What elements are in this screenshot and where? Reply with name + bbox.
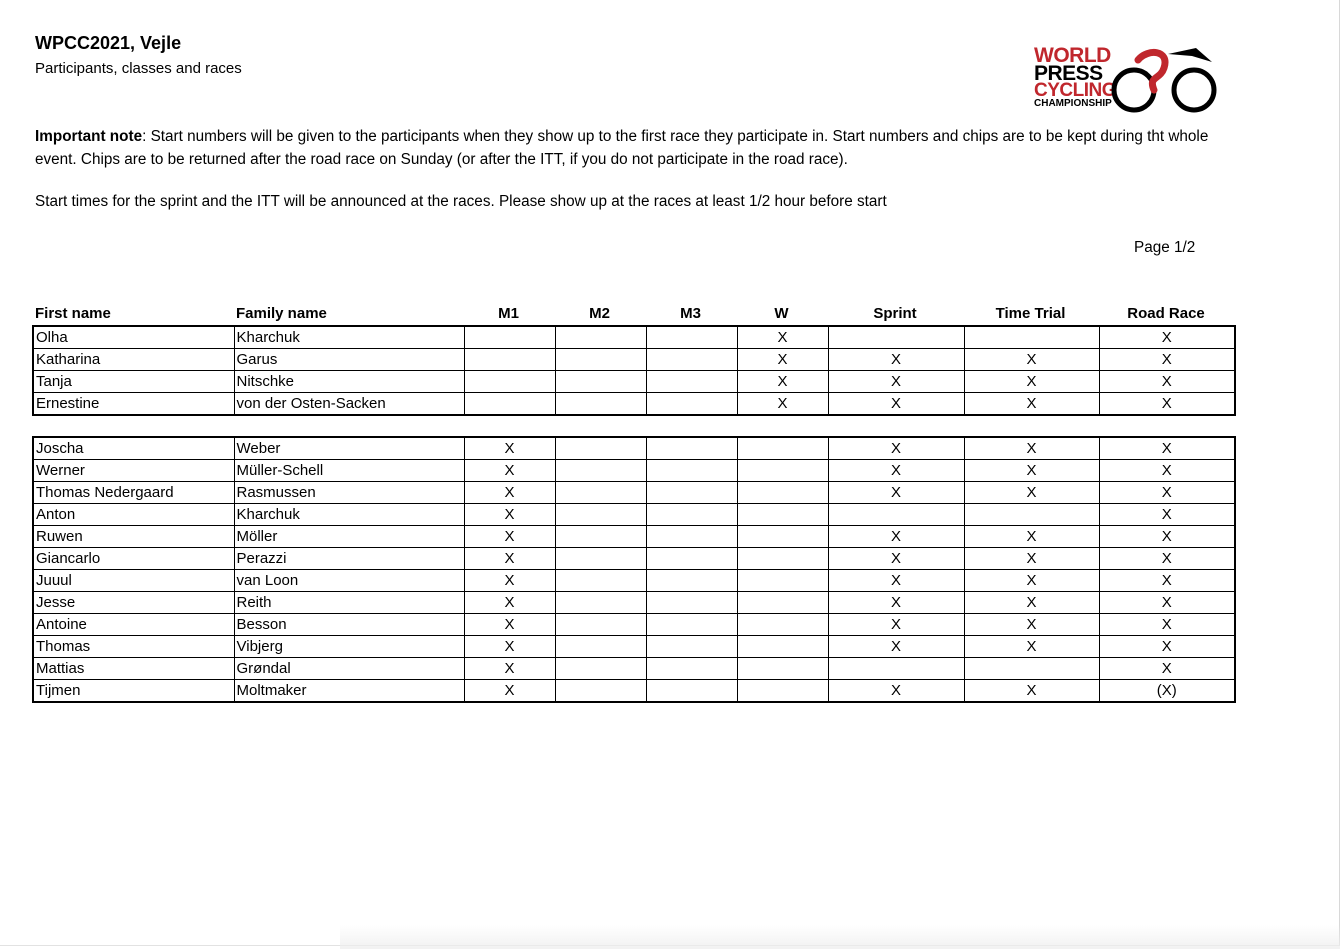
col-header-time-trial: Time Trial	[995, 305, 1066, 322]
cell-first-name: Anton	[33, 504, 234, 526]
cell-m3	[646, 504, 737, 526]
cell-family-name: Nitschke	[234, 371, 464, 393]
start-times-note: Start times for the sprint and the ITT will be announced at the races. Please show up at the races at least 1/2 hour before start	[35, 193, 887, 210]
cell-time-trial: X	[964, 526, 1099, 548]
cell-m1: X	[464, 592, 555, 614]
cell-m1	[464, 393, 555, 416]
cell-first-name: Antoine	[33, 614, 234, 636]
cell-m2	[555, 393, 646, 416]
cell-sprint: X	[828, 592, 964, 614]
cell-w: X	[737, 393, 828, 416]
cell-first-name: Olha	[33, 326, 234, 349]
cell-family-name: Besson	[234, 614, 464, 636]
cell-time-trial	[964, 326, 1099, 349]
cell-time-trial	[964, 504, 1099, 526]
cell-time-trial: X	[964, 371, 1099, 393]
table-row	[33, 437, 1235, 460]
cell-w	[737, 460, 828, 482]
cell-road-race: X	[1099, 614, 1235, 636]
cell-m3	[646, 636, 737, 658]
cell-m3	[646, 482, 737, 504]
cell-family-name: Moltmaker	[234, 680, 464, 703]
cell-family-name: Weber	[234, 437, 464, 460]
cell-m2	[555, 614, 646, 636]
logo-line-press: PRESS	[1034, 62, 1103, 85]
cell-time-trial: X	[964, 548, 1099, 570]
col-header-w: W	[774, 305, 789, 322]
cell-first-name: Thomas Nedergaard	[33, 482, 234, 504]
cell-m1: X	[464, 504, 555, 526]
cell-family-name: Möller	[234, 526, 464, 548]
cell-first-name: Ruwen	[33, 526, 234, 548]
cell-family-name: Rasmussen	[234, 482, 464, 504]
cell-road-race: X	[1099, 570, 1235, 592]
logo-line-world: WORLD	[1034, 44, 1111, 67]
cell-m1: X	[464, 548, 555, 570]
cell-road-race: X	[1099, 658, 1235, 680]
col-header-family-name: Family name	[236, 305, 327, 322]
cell-sprint: X	[828, 482, 964, 504]
table-row	[33, 504, 1235, 526]
col-header-sprint: Sprint	[873, 305, 917, 322]
cell-m1: X	[464, 636, 555, 658]
cell-m1: X	[464, 482, 555, 504]
cell-w	[737, 680, 828, 703]
cell-family-name: Kharchuk	[234, 504, 464, 526]
cell-family-name: Garus	[234, 349, 464, 371]
table-row	[33, 570, 1235, 592]
important-note-text: : Start numbers will be given to the participants when they show up to the first race they participate in. Start numbers and chips are to be kept during tht whole event. Chips are to be returned after the road race on Sunday (or after the ITT, if you do not participate in the road race).	[35, 128, 1209, 168]
table-row	[33, 460, 1235, 482]
cell-w: X	[737, 349, 828, 371]
cell-road-race: X	[1099, 482, 1235, 504]
cell-m3	[646, 437, 737, 460]
cell-time-trial: X	[964, 680, 1099, 703]
cell-time-trial: X	[964, 614, 1099, 636]
important-note	[35, 125, 1235, 171]
cell-w	[737, 614, 828, 636]
cell-m1: X	[464, 614, 555, 636]
cell-road-race: X	[1099, 504, 1235, 526]
cell-first-name: Ernestine	[33, 393, 234, 416]
logo-line-cycling: CYCLING	[1034, 80, 1116, 101]
page-title: WPCC2021, Vejle	[35, 33, 182, 53]
cell-first-name: Mattias	[33, 658, 234, 680]
cell-sprint: X	[828, 437, 964, 460]
cell-sprint: X	[828, 371, 964, 393]
cell-m2	[555, 371, 646, 393]
cell-time-trial: X	[964, 349, 1099, 371]
cell-m1: X	[464, 460, 555, 482]
cell-road-race: X	[1099, 526, 1235, 548]
important-note-label: Important note	[35, 128, 143, 145]
cell-sprint	[828, 326, 964, 349]
cell-first-name: Katharina	[33, 349, 234, 371]
cell-sprint: X	[828, 636, 964, 658]
cell-m2	[555, 592, 646, 614]
cell-sprint: X	[828, 349, 964, 371]
cell-w	[737, 592, 828, 614]
table-row	[33, 371, 1235, 393]
table-row	[33, 592, 1235, 614]
table-row	[33, 326, 1235, 349]
table-row	[33, 636, 1235, 658]
cell-sprint	[828, 504, 964, 526]
cell-road-race: X	[1099, 460, 1235, 482]
logo-line-championship: CHAMPIONSHIP	[1034, 98, 1112, 109]
cell-family-name: Reith	[234, 592, 464, 614]
cell-road-race: (X)	[1099, 680, 1235, 703]
table-row	[33, 658, 1235, 680]
cell-m3	[646, 614, 737, 636]
cell-w	[737, 526, 828, 548]
cell-road-race: X	[1099, 326, 1235, 349]
men-table	[32, 436, 1236, 703]
wpcc-logo	[1030, 42, 1220, 114]
cell-first-name: Giancarlo	[33, 548, 234, 570]
cell-road-race: X	[1099, 371, 1235, 393]
cell-sprint	[828, 658, 964, 680]
cell-w	[737, 437, 828, 460]
cell-sprint: X	[828, 570, 964, 592]
table-row	[33, 680, 1235, 703]
cell-m2	[555, 460, 646, 482]
cell-m2	[555, 636, 646, 658]
cell-m3	[646, 570, 737, 592]
cell-w	[737, 658, 828, 680]
cell-first-name: Jesse	[33, 592, 234, 614]
cell-m1: X	[464, 526, 555, 548]
cell-m1	[464, 349, 555, 371]
cell-m2	[555, 349, 646, 371]
cell-time-trial: X	[964, 460, 1099, 482]
cell-sprint: X	[828, 460, 964, 482]
table-row	[33, 349, 1235, 371]
cell-first-name: Tanja	[33, 371, 234, 393]
table-row	[33, 614, 1235, 636]
cell-m3	[646, 592, 737, 614]
women-table	[32, 325, 1236, 416]
cell-first-name: Tijmen	[33, 680, 234, 703]
cell-w	[737, 548, 828, 570]
cell-m2	[555, 526, 646, 548]
cell-m1	[464, 371, 555, 393]
cell-m1: X	[464, 680, 555, 703]
cell-m3	[646, 680, 737, 703]
table-row	[33, 526, 1235, 548]
table-row	[33, 393, 1235, 416]
cell-m3	[646, 526, 737, 548]
cell-w	[737, 570, 828, 592]
cell-m1: X	[464, 570, 555, 592]
cell-first-name: Thomas	[33, 636, 234, 658]
col-header-road-race: Road Race	[1127, 305, 1205, 322]
cell-sprint: X	[828, 393, 964, 416]
cell-w	[737, 504, 828, 526]
cell-m2	[555, 680, 646, 703]
cell-m2	[555, 570, 646, 592]
cell-first-name: Joscha	[33, 437, 234, 460]
cell-sprint: X	[828, 614, 964, 636]
cell-w	[737, 636, 828, 658]
cell-first-name: Juuul	[33, 570, 234, 592]
cell-m1: X	[464, 437, 555, 460]
cell-m1: X	[464, 658, 555, 680]
cell-time-trial: X	[964, 482, 1099, 504]
col-header-m1: M1	[498, 305, 519, 322]
page-number: Page 1/2	[1134, 239, 1196, 256]
cell-m3	[646, 393, 737, 416]
cell-m3	[646, 371, 737, 393]
cell-m2	[555, 658, 646, 680]
cell-family-name: Müller-Schell	[234, 460, 464, 482]
cell-m3	[646, 349, 737, 371]
cell-m3	[646, 326, 737, 349]
cell-time-trial: X	[964, 437, 1099, 460]
cell-road-race: X	[1099, 437, 1235, 460]
cell-time-trial: X	[964, 570, 1099, 592]
cell-road-race: X	[1099, 393, 1235, 416]
cell-road-race: X	[1099, 548, 1235, 570]
cell-time-trial: X	[964, 636, 1099, 658]
cell-m2	[555, 548, 646, 570]
bicycle-logo-icon	[1108, 46, 1218, 114]
page-shadow	[340, 925, 1340, 949]
cell-sprint: X	[828, 680, 964, 703]
col-header-first-name: First name	[35, 305, 111, 322]
cell-m3	[646, 658, 737, 680]
cell-w: X	[737, 326, 828, 349]
cell-first-name: Werner	[33, 460, 234, 482]
cell-time-trial: X	[964, 393, 1099, 416]
cell-family-name: Grøndal	[234, 658, 464, 680]
cell-family-name: van Loon	[234, 570, 464, 592]
cell-time-trial: X	[964, 592, 1099, 614]
cell-sprint: X	[828, 548, 964, 570]
cell-road-race: X	[1099, 349, 1235, 371]
cell-time-trial	[964, 658, 1099, 680]
cell-family-name: von der Osten-Sacken	[234, 393, 464, 416]
cell-w	[737, 482, 828, 504]
cell-m2	[555, 504, 646, 526]
cell-m1	[464, 326, 555, 349]
col-header-m3: M3	[680, 305, 701, 322]
cell-road-race: X	[1099, 636, 1235, 658]
page-subtitle: Participants, classes and races	[35, 60, 242, 77]
col-header-m2: M2	[589, 305, 610, 322]
cell-m2	[555, 326, 646, 349]
cell-m2	[555, 482, 646, 504]
logo-text	[1034, 46, 1116, 109]
cell-family-name: Vibjerg	[234, 636, 464, 658]
cell-road-race: X	[1099, 592, 1235, 614]
table-row	[33, 482, 1235, 504]
table-row	[33, 548, 1235, 570]
cell-family-name: Perazzi	[234, 548, 464, 570]
cell-m3	[646, 460, 737, 482]
cell-sprint: X	[828, 526, 964, 548]
cell-m2	[555, 437, 646, 460]
cell-w: X	[737, 371, 828, 393]
cell-family-name: Kharchuk	[234, 326, 464, 349]
cell-m3	[646, 548, 737, 570]
